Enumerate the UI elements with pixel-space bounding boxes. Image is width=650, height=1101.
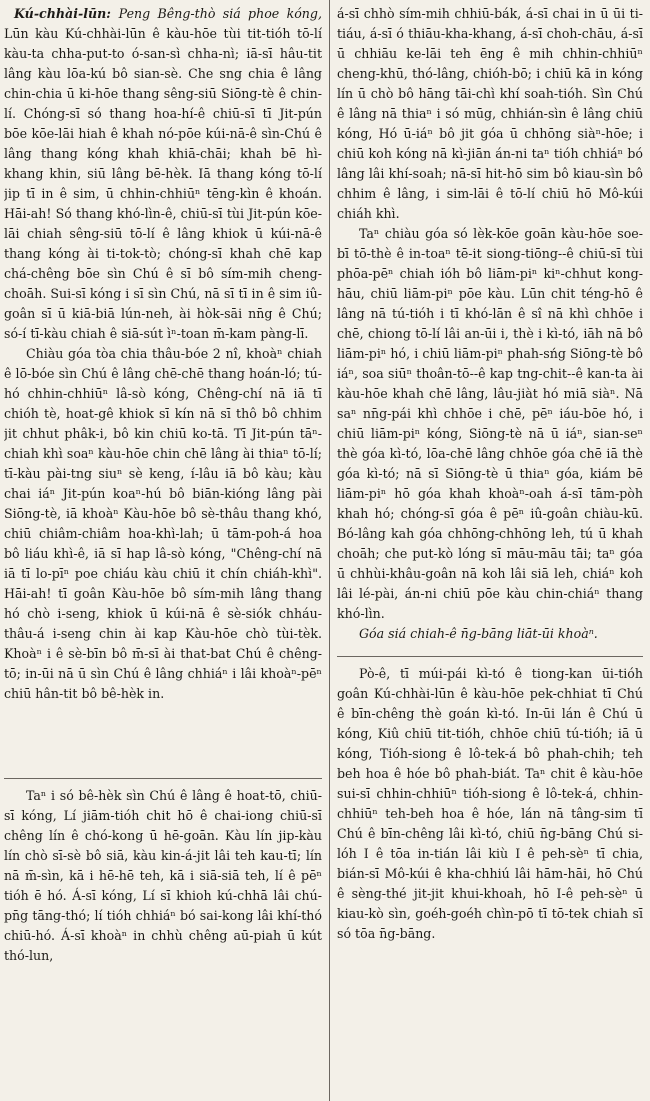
article-part-3: [337, 4, 643, 654]
column-divider: [329, 0, 330, 1101]
paragraph: Taⁿ chiàu góa só lèk-kōe goān kàu-hōe soe-bī tō-thè ê in-toaⁿ tē-it siong-tiōng--ê chiū-sī tùi phōa-pēⁿ chiah ióh bô liām-piⁿ kiⁿ-chhut kong-hāu, chiū liām-piⁿ pōe kàu. Lūn chit téng-hō ê lâng nā tú-tióh i tī khó-lān ê sî nā khì chhōe i chē, chiong tō-lí lâi an-ūi i, thè i kì-tó, iāh nā bô liām-piⁿ hó, i chiū liām-piⁿ phah-sńg Siōng-tè bô iáⁿ, soa siūⁿ thoân-tō--ê kap tng-chit--ê kan-ta ài kàu-hōe khah chē lâng, lâu-jiàt hó miā siàⁿ. Nā saⁿ nn̄g-pái khì chhōe i chē, pēⁿ iáu-bōe hó, i chiū liām-piⁿ kóng, Siōng-tè nā ū iáⁿ, sian-seⁿ thè góa kì-tó, lōa-chē lâng chhōe góa chē iā thè góa kì-tó; nā sī Siōng-tè ū thiaⁿ góa, kiám bē liām-piⁿ hō góa khah khoàⁿ-oah á-sī tām-pòh khah hó; chóng-sī góa ê pēⁿ iû-goân chiàu-kū. Bó-lâng kah góa chhōng-chhōng leh, tú ū khah choāh; che put-kò lóng sī māu-māu tāi; taⁿ góa ū chhùi-khâu-goân nā koh lâi siā leh, chiáⁿ koh lâi lé-pài, án-ni chiū pōe kàu chin-chiáⁿ thang khó-lìn.: [337, 226, 643, 621]
article-heading: Kú-chhài-lūn:: [14, 6, 119, 21]
article-part-1: [4, 4, 322, 780]
article-part-2: [4, 786, 322, 1096]
paragraph-text: Lūn kàu Kú-chhài-lūn ê kàu-hōe tùi tit-tióh tō-lí kàu-ta chha-put-to ó-san-sì chha-nì; iā-sī hâu-tit lâng kàu lōa-kú bô sian-sè. Che sng chia ê lâng chin-chia ū ki-hōe thang sêng-siū Siōng-tè ê chin-lí. Chóng-sī só thang hoa-hí-ê chiū-sī tī Jit-pún bōe kōe-lāi hiah ê khah nó-pōe kúi-nā-ê sìn-Chú ê lâng thang kóng khah khiā-chāi; khah bē hì-khang khin, siū lâng bē-hèk. Iā thang kóng tō-lí jip tī in ê sim, ū chhin-chhiūⁿ tēng-kìn ê khoán. Hāi-ah! Só thang khó-lìn-ê, chiū-sī tùi Jit-pún kōe-lāi chiah sêng-siū tō-lí ê lâng khiok ū kúi-nā-ê thang kóng ài ti-tok-tò; chóng-sī khah chē kap chá-chêng bōe sìn Chú ê sī bô sím-mih cheng-choāh. Sui-sī kóng i sī sìn Chú, nā sī tī in ê sim iû-goân sī ū kiā-biā lún-neh, ài hòk-sāi nn̄g ê Chú; só-í tī-kàu chiah ê siā-sút ìⁿ-toan m̄-kam pàng-lī.: [4, 26, 322, 341]
closing-line: Góa siá chiah-ê n̄g-bāng liāt-ūi khoàⁿ.: [359, 626, 598, 641]
left-column: [4, 4, 322, 963]
right-column: [337, 4, 643, 941]
right-section-divider: [337, 656, 643, 657]
article-byline: Peng Bêng-thò siá phoe kóng,: [118, 6, 322, 21]
paragraph: Chiàu góa tòa chia thâu-bóe 2 nî, khoàⁿ chiah ê lō-bóe sìn Chú ê lâng chē-chē thang hoán-ló; tú-hó chhin-chhiūⁿ lâ-sò kóng, Chêng-chí nā iā tī chióh tè, hoat-gê khiok sī kín nā sī thô bô chhim jit chhut phâk-i, bô kin chiū ko-tā. Tī Jit-pún tāⁿ-chiah khì soaⁿ kàu-hōe chin chē lâng ài thiaⁿ tō-lí; tī-kàu pài-tng siuⁿ sè keng, í-lâu iā bô kàu; kàu chai iáⁿ Jit-pún koaⁿ-hú bô biān-kióng lâng pài Siōng-tè, iā khoàⁿ Kàu-hōe bô sè-thâu thang khó, chiū chiâm-chiâm hoa-khì-lah; ū tām-poh-á hoa bô liáu khì-ê, iā sī hap lâ-sò kóng, "Chêng-chí nā iā tī lo-pīⁿ poe chiáu kàu chiū it chín chiáh-khì". Hāi-ah! tī goân Kàu-hōe bô sím-mih lâng thang hó chò i-seng, khiok ū kúi-nā ê sè-siók chháu-thâu-á i-seng chin ài kap Kàu-hōe chò tùi-tèk. Khoàⁿ i ê sè-bīn bô m̄-sī ài that-bat Chú ê chêng-tō; in-ūi nā ū sìn Chú ê lâng chhiáⁿ i lâi khoàⁿ-pēⁿ chiū hân-tit bô bê-hèk in.: [4, 346, 322, 701]
paragraph: á-sī chhò sím-mih chhiū-bák, á-sī chai in ū ūi ti-tiáu, á-sī ó thiāu-kha-khang, á-sī choh-chāu, á-sī ū chhiāu ke-lāi teh ēng ê mih chhin-chhiūⁿ cheng-khū, thó-lâng, chióh-bō; i chiū kā in kóng lín ū chò bô hāng tāi-chì khí soah-tióh. Sìn Chú ê lâng nā thiaⁿ i só mūg, chhián-sìn ê lâng chiū kóng, Hó ū-iáⁿ bô jit góa ū chhōng siàⁿ-hōe; i chiū koh kóng nā kì-jiān án-ni taⁿ tióh chhiáⁿ bó lâng lâi khí-soah; nā-sī hit-hō sim bô kiau-sìn bô chhim ê lâng, i sim-lāi ê tō-lí chiū hō Mô-kúi chiáh khì.: [337, 6, 643, 221]
article-part-4: [337, 664, 643, 1094]
paragraph: Pò-ê, tī múi-pái kì-tó ê tiong-kan ūi-tióh goân Kú-chhài-lūn ê kàu-hōe pek-chhiat tī Chú ê bīn-chêng thè goán kì-tó. In-ūi lán ê Chú ū kóng, Kiû chiū tit-tióh, chhōe chiū tú-tióh; iā ū kóng, Tióh-siong ê lô-tek-á bô phah-chih; teh beh hoa ê hóe bô phah-biát. Taⁿ chit ê kàu-hōe sui-sī chhin-chhiūⁿ tióh-siong ê lô-tek-á, chhin-chhiūⁿ teh-beh hoa ê hóe, lán nā tâng-sim tī Chú ê bīn-chêng lâi kì-tó, chiū n̄g-bāng Chú si-lóh I ê tōa in-tián lâi kiù I ê peh-sèⁿ tī chia, bián-sī Mô-kúi ê kha-chhiú lâi hām-hāi, hō Chú ê sèng-thé jit-jit khui-khoah, hō I-ê peh-sèⁿ ū kiau-kò sìn, goéh-goéh chìn-pō tī tō-tek chiah sī só tōa n̄g-bāng.: [337, 666, 643, 941]
lead-paragraph: [4, 4, 322, 344]
paragraph: Taⁿ i só bê-hèk sìn Chú ê lâng ê hoat-tō, chiū-sī kóng, Lí jiām-tióh chit hō ê chai-iong chiū-sī chêng lín ê chó-kong ū hē-goān. Kàu lín jip-kàu lín chò sī-sè bô siā, kàu kin-á-jit lâi teh kau-tī; lín nā m̄-sìn, kā i hē-hē teh, kā i siā-siā teh, lí ê pēⁿ tióh ē hó. Á-sī kóng, Lí sī khioh kú-chhā lâi chú-pn̄g tāng-thó; lí tióh chhiáⁿ bó sai-kong lâi khí-thó chiū-hó. Á-sī khoàⁿ in chhù chêng aū-piah ū kút thó-lun,: [4, 788, 322, 963]
